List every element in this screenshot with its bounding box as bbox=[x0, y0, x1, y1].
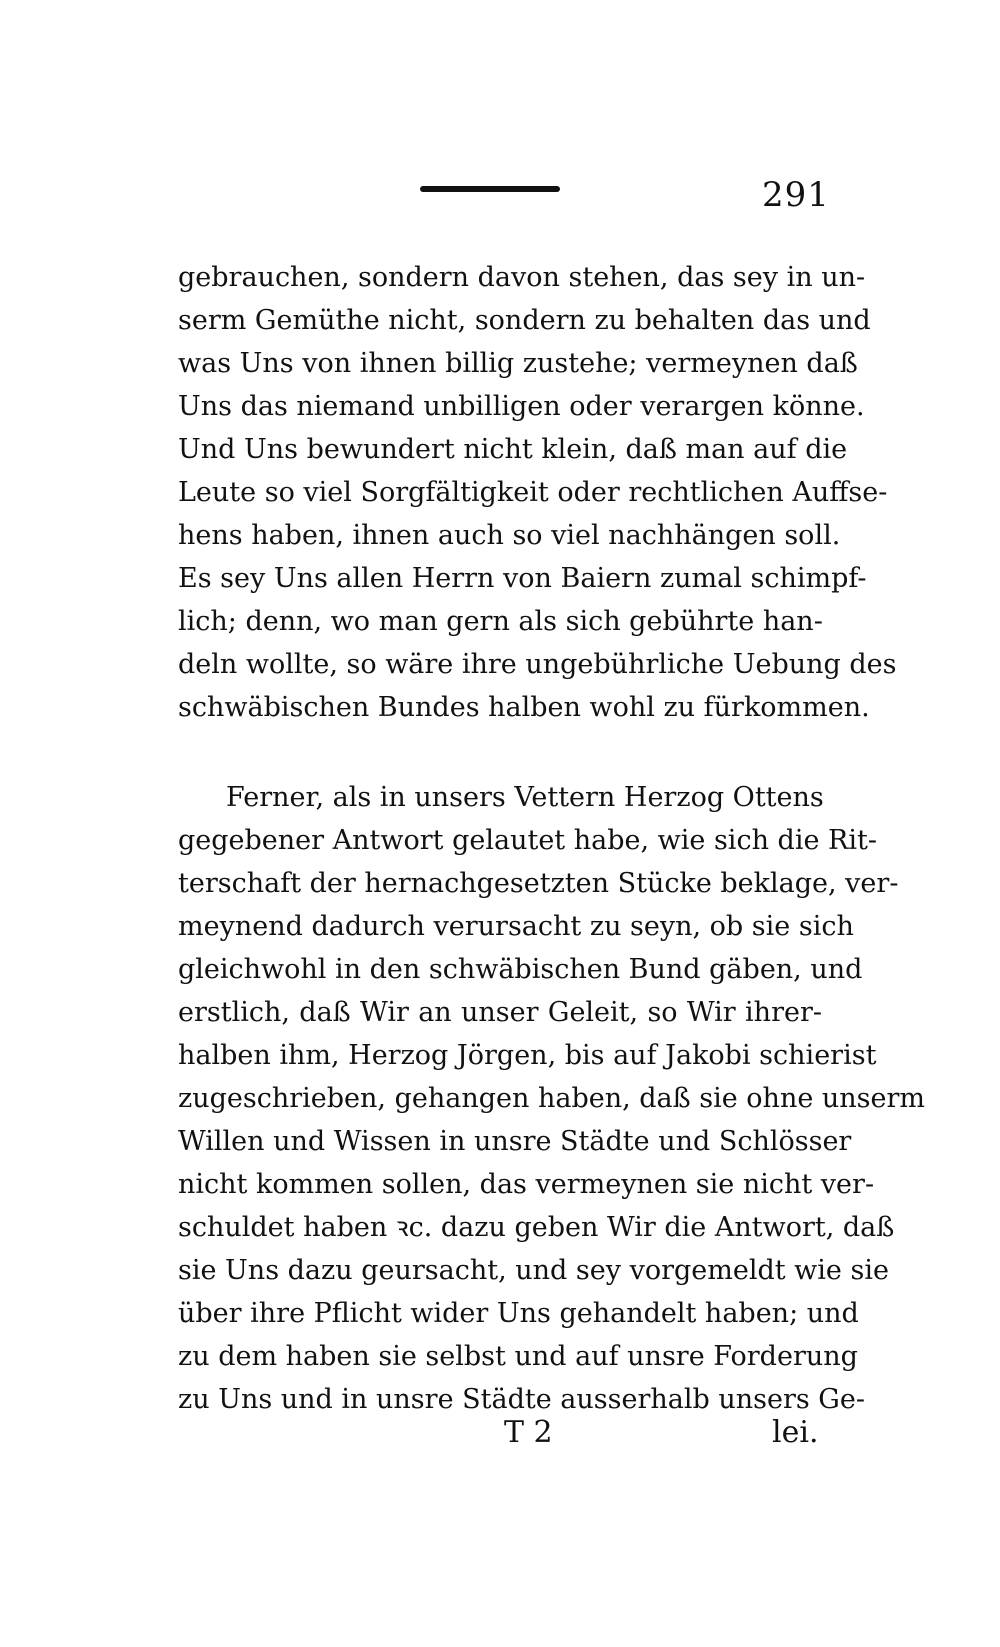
text-line: Und Uns bewundert nicht klein, daß man auf die bbox=[178, 434, 848, 465]
catchword: lei. bbox=[772, 1415, 819, 1450]
header-rule bbox=[420, 186, 560, 192]
text-line: Es sey Uns allen Herrn von Baiern zumal schimpf- bbox=[178, 563, 867, 594]
text-line: serm Gemüthe nicht, sondern zu behalten das und bbox=[178, 305, 871, 336]
text-line: gebrauchen, sondern davon stehen, das sey in un- bbox=[178, 262, 866, 293]
paragraph-2 bbox=[178, 776, 926, 1421]
text-line: gegebener Antwort gelautet habe, wie sich die Rit- bbox=[178, 825, 877, 856]
signature-mark: T 2 bbox=[504, 1415, 553, 1450]
page-number: 291 bbox=[762, 175, 830, 215]
text-line: deln wollte, so wäre ihre ungebührliche Uebung des bbox=[178, 649, 897, 680]
text-line: Uns das niemand unbilligen oder verargen könne. bbox=[178, 391, 865, 422]
text-line: schwäbischen Bundes halben wohl zu fürkommen. bbox=[178, 692, 870, 723]
text-line: meynend dadurch verursacht zu seyn, ob sie sich bbox=[178, 911, 854, 942]
paragraph-1 bbox=[178, 256, 897, 729]
text-line: halben ihm, Herzog Jörgen, bis auf Jakobi schierist bbox=[178, 1040, 877, 1071]
text-line: gleichwohl in den schwäbischen Bund gäben, und bbox=[178, 954, 863, 985]
text-line: was Uns von ihnen billig zustehe; vermeynen daß bbox=[178, 348, 858, 379]
text-line: schuldet haben ꝛc. dazu geben Wir die Antwort, daß bbox=[178, 1212, 895, 1243]
text-line: hens haben, ihnen auch so viel nachhängen soll. bbox=[178, 520, 841, 551]
text-line: über ihre Pflicht wider Uns gehandelt haben; und bbox=[178, 1298, 859, 1329]
text-line: zu Uns und in unsre Städte ausserhalb unsers Ge- bbox=[178, 1384, 865, 1415]
text-line: nicht kommen sollen, das vermeynen sie nicht ver- bbox=[178, 1169, 875, 1200]
text-line: Ferner, als in unsers Vettern Herzog Ottens bbox=[226, 782, 824, 813]
text-line: zu dem haben sie selbst und auf unsre Forderung bbox=[178, 1341, 858, 1372]
text-line: lich; denn, wo man gern als sich gebührte han- bbox=[178, 606, 823, 637]
text-line: erstlich, daß Wir an unser Geleit, so Wir ihrer- bbox=[178, 997, 822, 1028]
text-line: terschaft der hernachgesetzten Stücke beklage, ver- bbox=[178, 868, 899, 899]
text-line: sie Uns dazu geursacht, und sey vorgemeldt wie sie bbox=[178, 1255, 889, 1286]
text-line: Willen und Wissen in unsre Städte und Schlösser bbox=[178, 1126, 852, 1157]
text-line: Leute so viel Sorgfältigkeit oder rechtlichen Auffse- bbox=[178, 477, 888, 508]
text-line: zugeschrieben, gehangen haben, daß sie ohne unserm bbox=[178, 1083, 926, 1114]
